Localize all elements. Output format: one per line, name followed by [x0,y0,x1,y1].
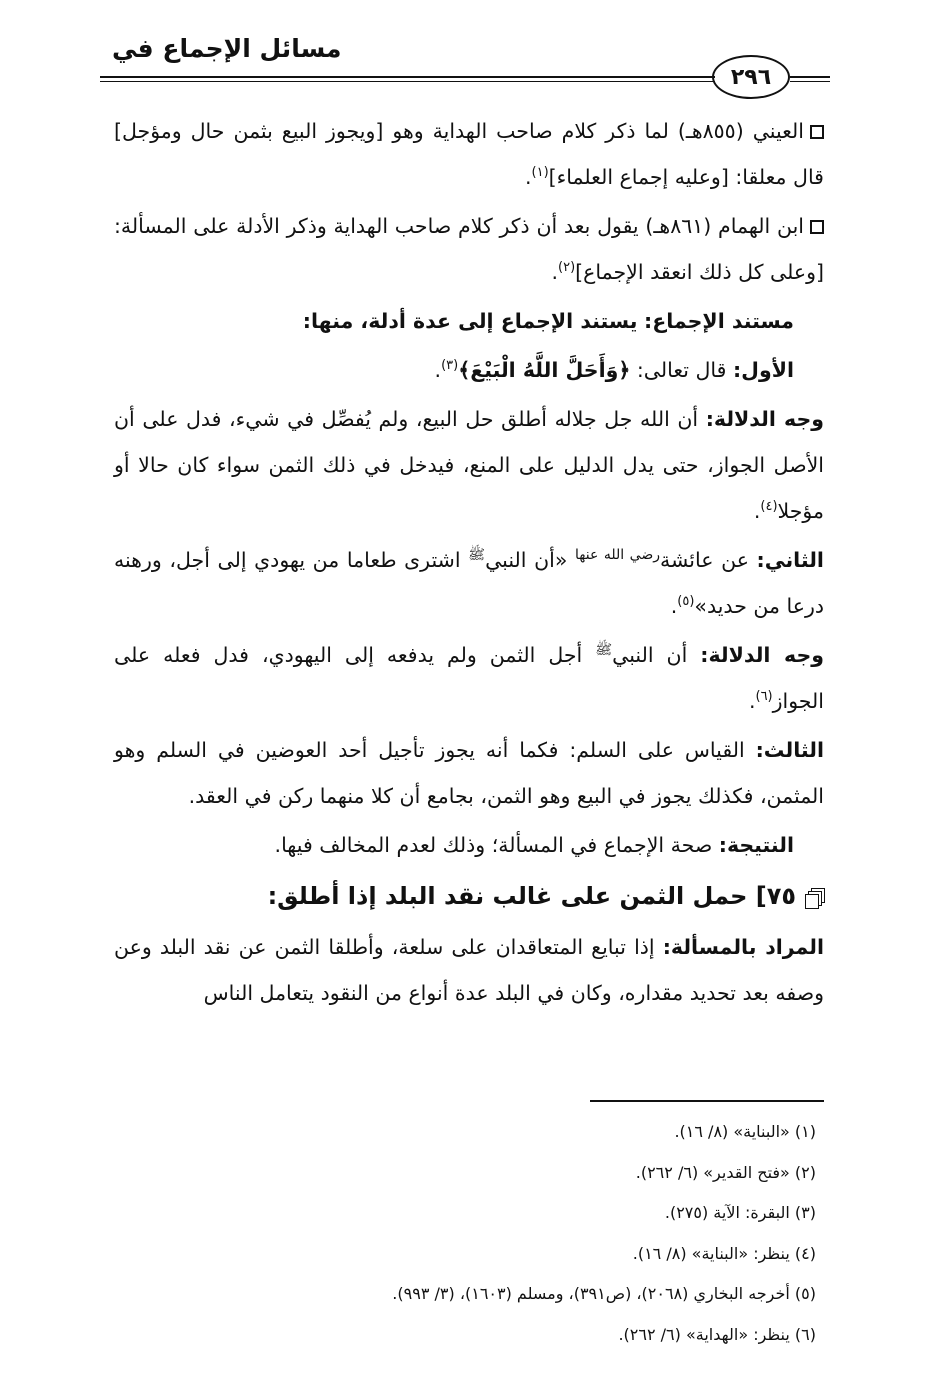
paragraph-second-evidence: الثاني: عن عائشة$^{رضي الله عنها}$ «أن النبي$^ﷺ$ اشترى طعاما من يهودي إلى أجل، ورهنه درعا من حديد»$^{(٥)}$. [114,547,824,618]
paragraph-first-evidence: الأول: قال تعالى: ﴿وَأَحَلَّ اللَّهُ الْبَيْعَ﴾$^{(٣)}$. [434,358,794,382]
term-label: وجه الدلالة: [705,407,824,431]
footnote: (٣) البقرة: الآية (٢٧٥). [664,1203,816,1222]
checkbox-icon [810,220,824,234]
header-rule [100,76,715,78]
checkbox-icon [810,125,824,139]
honorific: ﷺ [595,642,613,659]
footnote-ref: (٦) [755,689,773,705]
header-rule [100,81,715,82]
paragraph-wajh-1: وجه الدلالة: أن الله جل جلاله أطلق حل البيع، ولم يُفصِّل في شيء، فدل على أن الأصل الجواز، حتى يدل الدليل على المنع، فيدخل في ذلك الثمن سواء كان حالا أو مؤجلا$^{(٤)}$. [114,407,824,523]
paragraph-ibn-alhumam: ابن الهمام (٨٦١هـ) يقول بعد أن ذكر كلام صاحب الهداية وذكر الأدلة على المسألة: [وعلى كل ذلك انعقد الإجماع]$^{(٢)}$. [114,214,824,284]
documents-icon [806,888,824,906]
footnote-ref: (٢) [558,260,576,276]
header-rule [790,76,830,78]
paragraph-wajh-2: وجه الدلالة: أن النبي$^ﷺ$ أجل الثمن ولم يدفعه إلى اليهودي، فدل فعله على الجواز$^{(٦)}$. [114,642,824,713]
footnote: (٦) ينظر: «الهداية» (٦/ ٢٦٢). [618,1324,816,1344]
term-label: وجه الدلالة: [700,643,824,667]
page-header [100,20,830,100]
section-title: ٧٥] حمل الثمن على غالب نقد البلد إذا أطلق: [267,882,796,910]
paragraph-aini: العيني (٨٥٥هـ) لما ذكر كلام صاحب الهداية وهو [ويجوز البيع بثمن حال ومؤجل] قال معلقا: [وعليه إجماع العلماء]$^{(١)}$. [114,119,824,189]
footnote-ref: (٤) [760,499,778,515]
footnote-separator [590,1100,824,1102]
term-label: المراد بالمسألة: [662,935,824,959]
footnote-ref: (١) [531,165,549,181]
term-label: النتيجة: [718,833,794,857]
footnote-ref: (٣) [441,358,459,374]
term-label: الأول: [732,358,794,382]
term-label: الثالث: [755,738,824,762]
paragraph-third-evidence: الثالث: القياس على السلم: فكما أنه يجوز تأجيل أحد العوضين في السلم وهو المثمن، فكذلك يجوز في البيع وهو الثمن، بجامع أن كلا منهما ركن في العقد. [114,738,824,808]
footnote-ref: (٥) [677,594,695,610]
page-number-text: ٢٩٦ [730,64,772,90]
paragraph-definition: المراد بالمسألة: إذا تبايع المتعاقدان على سلعة، وأطلقا الثمن عن نقد البلد وعن وصفه بعد تحديد مقداره، وكان في البلد عدة أنواع من النقود يتعامل الناس [114,935,824,1005]
footnote: (٤) ينظر: «البناية» (٨/ ١٦). [632,1243,816,1263]
quran-verse: ﴿وَأَحَلَّ اللَّهُ الْبَيْعَ﴾ [458,358,631,382]
footnote: (٢) «فتح القدير» (٦/ ٢٦٢). [635,1162,816,1182]
honorific: رضي الله عنها [575,547,661,564]
term-label: الثاني: [756,548,824,572]
running-title: مسائل الإجماع في [112,34,342,63]
footnote: (١) «البناية» (٨/ ١٦). [674,1122,816,1141]
section-heading [114,872,824,920]
paragraph-mustanad: مستند الإجماع: يستند الإجماع إلى عدة أدلة، منها: [302,309,794,333]
page-number [712,55,790,99]
term-label: مستند الإجماع: [644,309,794,333]
footnotes [116,1112,816,1355]
footnote: (٥) أخرجه البخاري (٢٠٦٨)، (ص٣٩١)، ومسلم (١٦٠٣)، (٣/ ٩٩٣). [392,1284,816,1303]
honorific: ﷺ [468,547,486,564]
paragraph-result: النتيجة: صحة الإجماع في المسألة؛ وذلك لعدم المخالف فيها. [274,833,794,857]
header-rule [790,81,830,82]
main-text [114,108,824,1019]
